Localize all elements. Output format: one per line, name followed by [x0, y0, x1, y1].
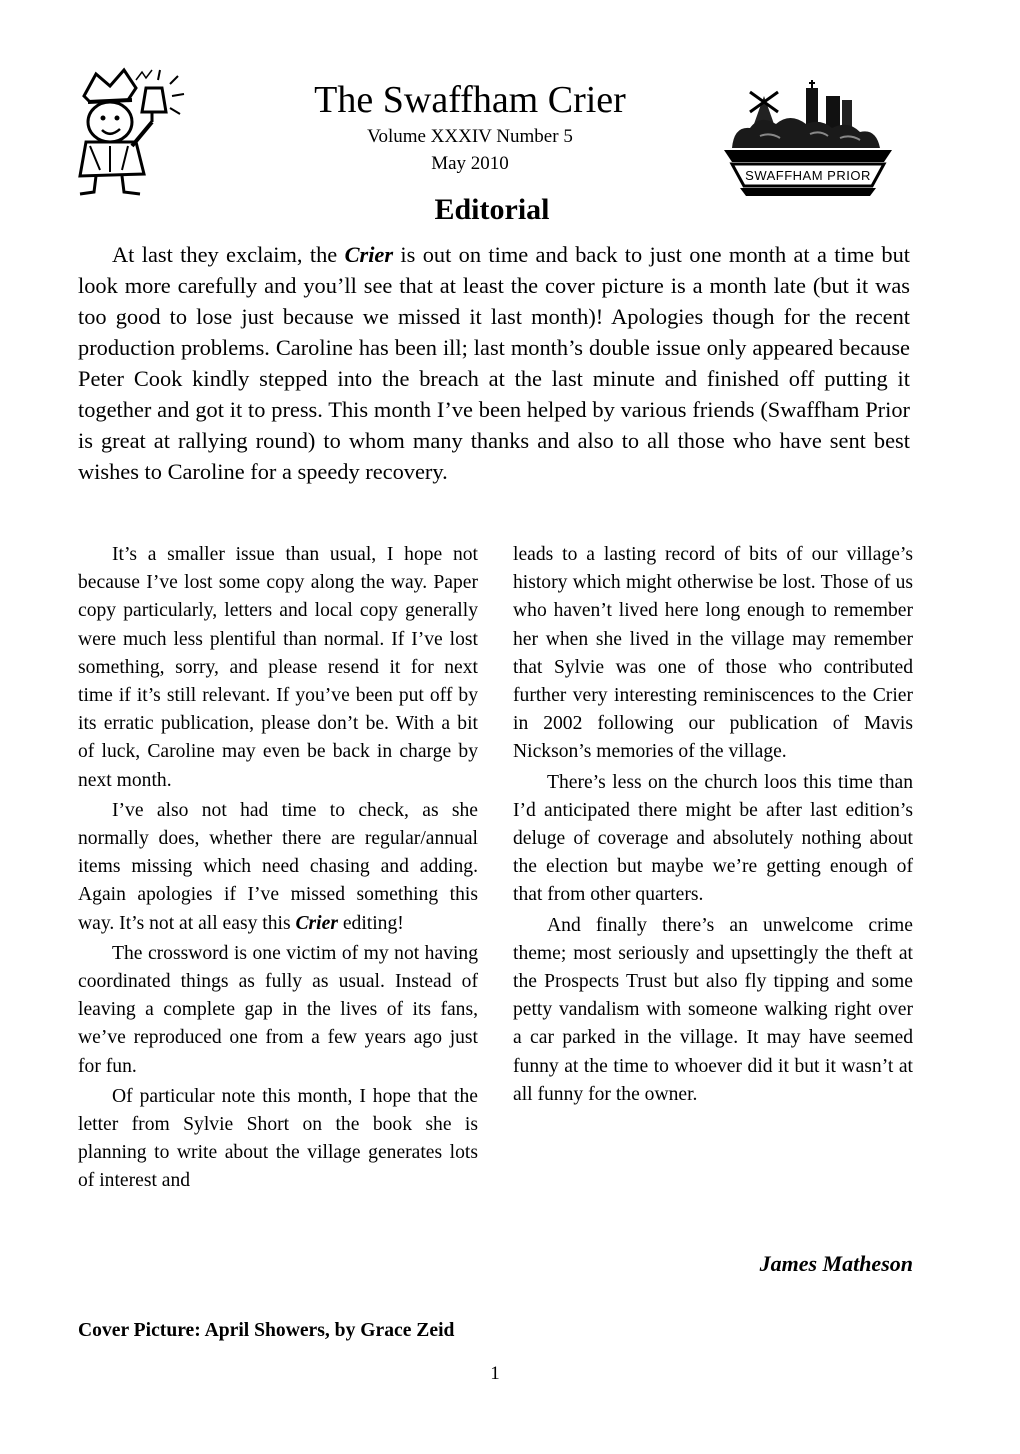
right-paragraph-3: And finally there’s an unwelcome crime theme; most seriously and upsettingly the theft at the Prospects Trust but also fly tipping and some petty vandalism with someone walking right over a car parked in the village. It may have seemed funny at the time to whoever did it but it wasn’t at all funny for the owner.	[513, 914, 913, 1105]
intro-crier-emphasis: Crier	[344, 242, 394, 267]
issue-date: May 2010	[431, 153, 509, 174]
left-column	[78, 541, 478, 1198]
village-sign-text: SWAFFHAM PRIOR	[745, 168, 871, 183]
right-paragraph-1-continued: leads to a lasting record of bits of our village’s history which might otherwise be lost. Those of us who haven’t lived here long enough to remember her when she lived in the village may remember that Sylvie was one of those who contributed further very interesting reminiscences to the Crier in 2002 following our publication of Mavis Nickson’s memories of the village.	[513, 544, 913, 763]
left-p2-text-end: editing!	[337, 912, 404, 934]
left-paragraph-1: It’s a smaller issue than usual, I hope not because I’ve lost some copy along the way. Paper copy particularly, letters and local copy generally were much less plentiful than normal. If I’ve lost something, sorry, and please resend it for next time if it’s still relevant. If you’ve been put off by its erratic publication, please don’t be. With a bit of luck, Caroline may even be back in charge by next month.	[78, 544, 478, 791]
page-number: 1	[490, 1363, 500, 1384]
right-paragraph-2: There’s less on the church loos this time than I’d anticipated there might be after last edition’s deluge of coverage and absolutely nothing about the election but maybe we’re getting enough of that from other quarters.	[513, 771, 913, 906]
intro-text-start: At last they exclaim, the	[112, 242, 345, 267]
town-crier-logo	[66, 66, 192, 200]
left-paragraph-2	[78, 797, 478, 938]
intro-text-end: is out on time and back to just one month at a time but look more carefully and you’ll see that at least the cover picture is a month late (but it was too good to lose just because we missed it last month)! Apologies though for the recent production problems. Caroline has been ill; last month’s double issue only appeared because Peter Cook kindly stepped into the breach at the last minute and finished off putting it together and got it to press. This month I’ve been helped by various friends (Swaffham Prior is great at rallying round) to whom many thanks and also to all those who have sent best wishes to Caroline for a speedy recovery.	[78, 242, 910, 484]
editorial-heading: Editorial	[434, 193, 550, 226]
left-paragraph-3: The crossword is one victim of my not having coordinated things as fully as usual. Instead of leaving a complete gap in the lives of its fans, we’ve reproduced one from a few years ago just for fun.	[78, 942, 478, 1077]
volume-number: Volume XXXIV Number 5	[367, 126, 573, 147]
left-p2-text-start: I’ve also not had time to check, as she normally does, whether there are regular/annual items missing which need chasing and adding. Again apologies if I’ve missed something this way. It’s not at all easy this	[78, 799, 478, 934]
newsletter-title: The Swaffham Crier	[314, 79, 626, 121]
cover-picture-credit: Cover Picture: April Showers, by Grace Zeid	[78, 1320, 455, 1341]
left-p2-crier-emphasis: Crier	[295, 912, 338, 934]
village-sign-logo	[720, 78, 896, 200]
editorial-intro-paragraph	[78, 239, 910, 487]
left-paragraph-4: Of particular note this month, I hope that the letter from Sylvie Short on the book she is planning to write about the village generates lots of interest and	[78, 1085, 478, 1192]
right-column	[513, 541, 913, 1111]
editor-signature: James Matheson	[759, 1251, 913, 1276]
